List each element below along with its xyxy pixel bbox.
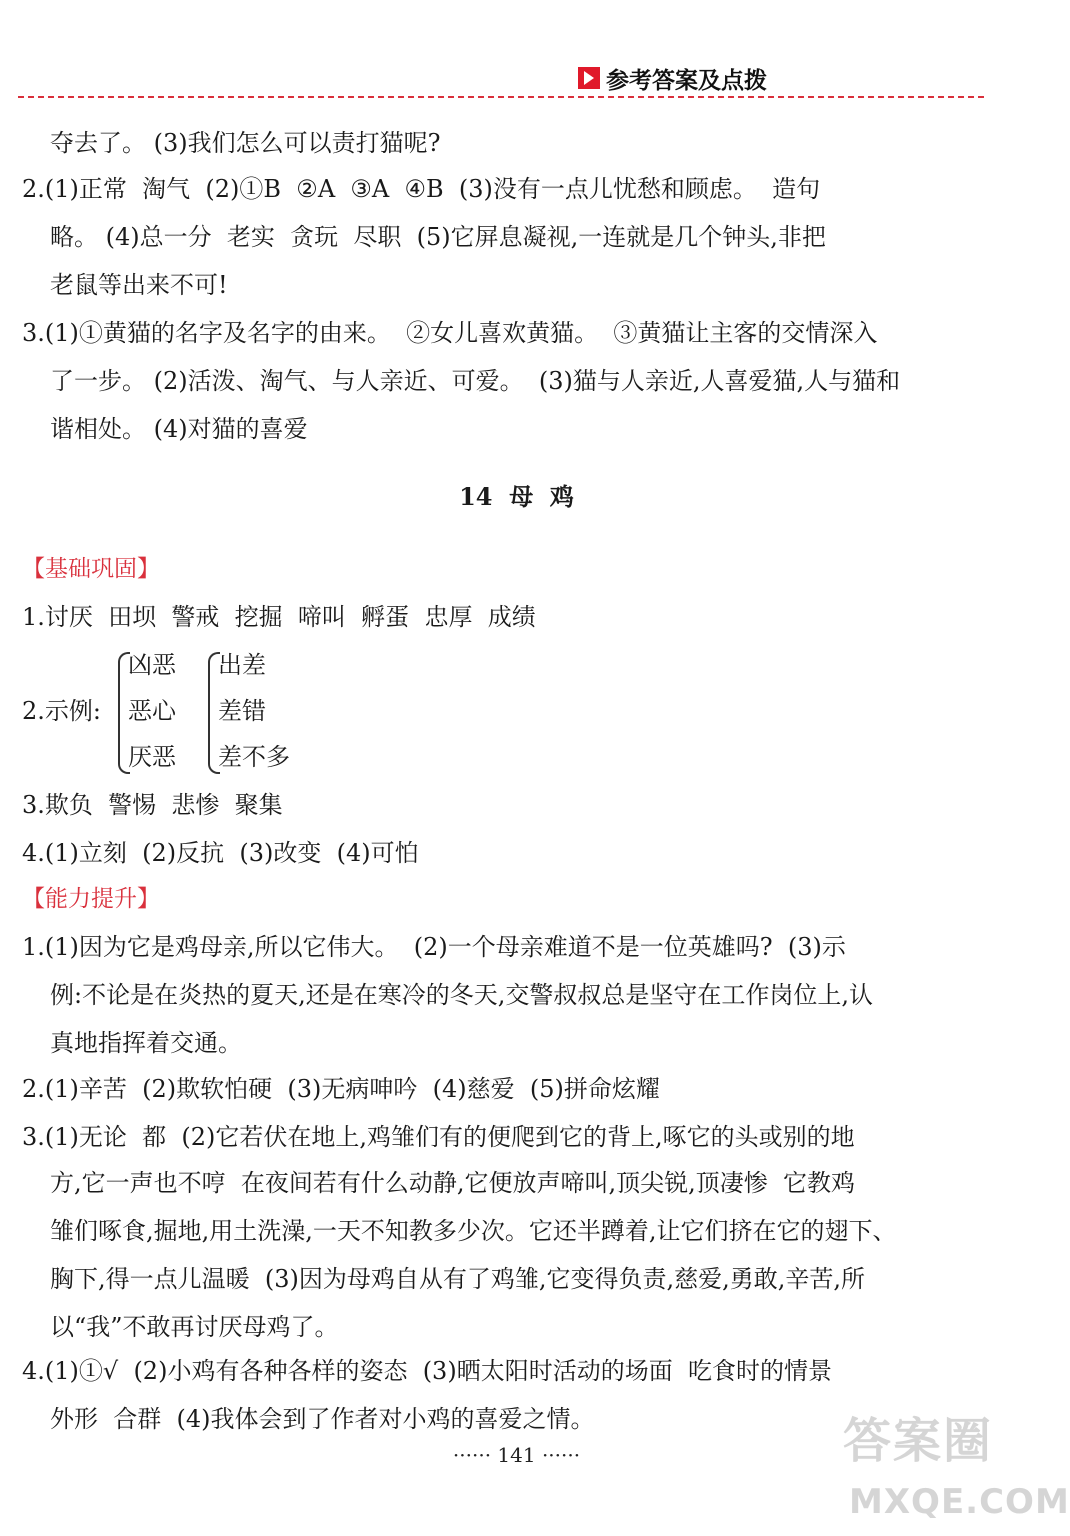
arrow-right-icon (578, 67, 600, 89)
watermark-text: 答案圈 (843, 1413, 994, 1469)
answer-line: 真地指挥着交通。 (50, 1029, 242, 1057)
answer-line: 夺去了。 (3)我们怎么可以责打猫呢? (50, 129, 441, 157)
answer-line: 胸下,得一点儿温暖 (3)因为母鸡自从有了鸡雏,它变得负责,慈爱,勇敢,辛苦,所 (50, 1265, 866, 1293)
answer-line: 雏们啄食,掘地,用土洗澡,一天不知教多少次。它还半蹲着,让它们挤在它的翅下、 (50, 1217, 897, 1245)
answer-line: 4.(1)①√ (2)小鸡有各种各样的姿态 (3)晒太阳时活动的场面 吃食时的情景 (22, 1357, 832, 1385)
page-number: ······ 141 ······ (452, 1443, 581, 1467)
tag-ability: 【能力提升】 (22, 886, 160, 912)
answer-line: 2.(1)正常 淘气 (2)①B ②A ③A ④B (3)没有一点儿忧愁和顾虑。 造句 (22, 175, 821, 203)
header-title-group (578, 62, 767, 94)
q2-left-word: 恶心 (128, 697, 176, 725)
section-title: 14 母 鸡 (459, 482, 574, 511)
answer-line: 以“我”不敢再讨厌母鸡了。 (50, 1313, 339, 1341)
watermark-logo (843, 1402, 1070, 1522)
page-header (0, 0, 1033, 105)
answer-line: 外形 合群 (4)我体会到了作者对小鸡的喜爱之情。 (50, 1405, 595, 1433)
q2-right-word: 出差 (218, 651, 266, 679)
basic-q1: 1.讨厌 田坝 警戒 挖掘 啼叫 孵蛋 忠厚 成绩 (22, 603, 536, 631)
answer-line: 谐相处。 (4)对猫的喜爱 (50, 415, 308, 443)
answer-line: 例:不论是在炎热的夏天,还是在寒冷的冬天,交警叔叔总是坚守在工作岗位上,认 (50, 981, 873, 1009)
basic-q2 (22, 648, 422, 778)
tag-basic: 【基础巩固】 (22, 556, 160, 582)
answer-line: 1.(1)因为它是鸡母亲,所以它伟大。 (2)一个母亲难道不是一位英雄吗? (3)示 (22, 933, 846, 961)
watermark-url: MXQE.COM (849, 1482, 1070, 1522)
q2-left-word: 凶恶 (128, 651, 176, 679)
answer-line: 老鼠等出来不可! (50, 271, 228, 299)
header-title: 参考答案及点拨 (606, 67, 767, 94)
basic-q4: 4.(1)立刻 (2)反抗 (3)改变 (4)可怕 (22, 839, 419, 867)
q2-left-word: 厌恶 (128, 743, 176, 771)
answer-line: 2.(1)辛苦 (2)欺软怕硬 (3)无病呻吟 (4)慈爱 (5)拼命炫耀 (22, 1075, 660, 1103)
q2-right-word: 差不多 (218, 743, 290, 771)
header-divider (18, 96, 984, 98)
q2-right-word: 差错 (218, 697, 266, 725)
answer-line: 3.(1)①黄猫的名字及名字的由来。 ②女儿喜欢黄猫。 ③黄猫让主客的交情深入 (22, 319, 878, 347)
basic-q3: 3.欺负 警惕 悲惨 聚集 (22, 791, 283, 819)
answer-line: 了一步。 (2)活泼、淘气、与人亲近、可爱。 (3)猫与人亲近,人喜爱猫,人与猫和 (50, 367, 901, 395)
answer-line: 3.(1)无论 都 (2)它若伏在地上,鸡雏们有的便爬到它的背上,啄它的头或别的地 (22, 1123, 855, 1151)
answer-line: 方,它一声也不哼 在夜间若有什么动静,它便放声啼叫,顶尖锐,顶凄惨 它教鸡 (50, 1169, 856, 1197)
answer-line: 略。 (4)总一分 老实 贪玩 尽职 (5)它屏息凝视,一连就是几个钟头,非把 (50, 223, 826, 251)
basic-q2-label: 2.示例: (22, 697, 101, 725)
